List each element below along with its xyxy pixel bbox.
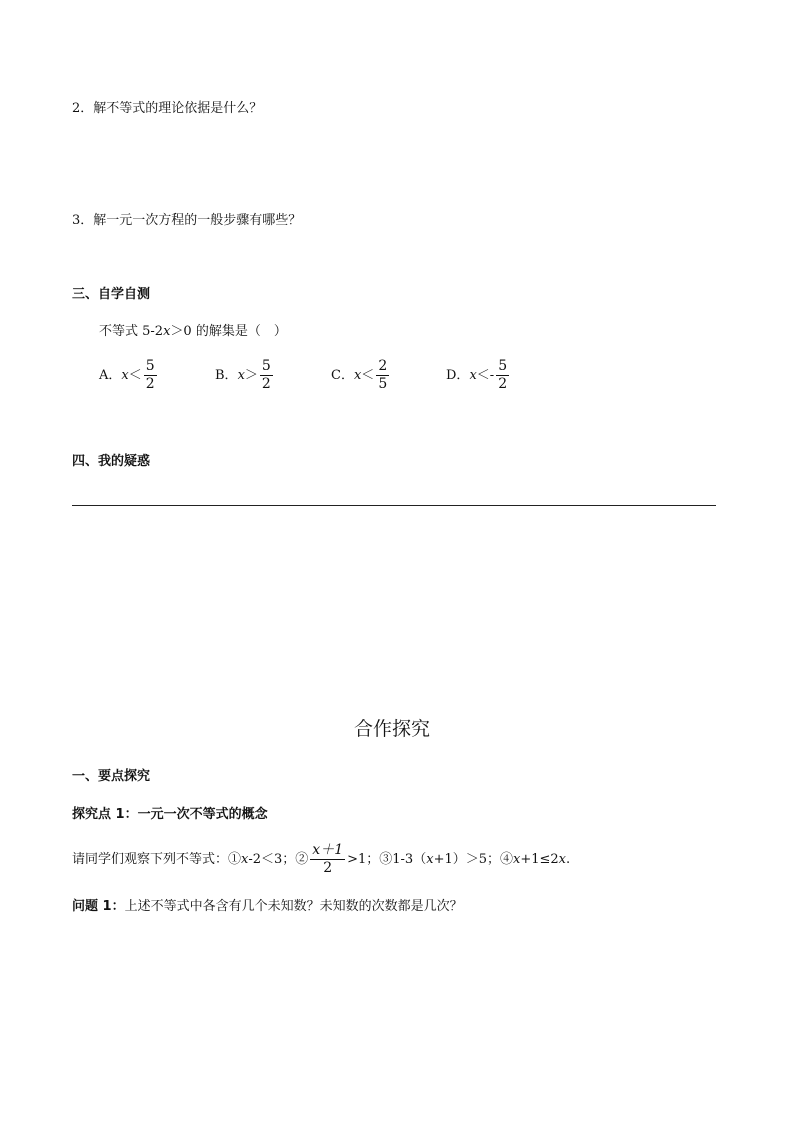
option-b [215,358,275,393]
text: . [566,852,571,867]
denominator: 2 [145,376,155,392]
stem-variable: x [163,324,171,339]
option-fraction [144,358,157,393]
question-3: 3．解一元一次方程的一般步骤有哪些？ [72,213,302,228]
text: +1≤2 [520,852,559,867]
stem-text: 不等式 5-2 [99,324,164,339]
option-relation: ＜- [476,368,495,383]
section-title-cooperation: 合作探究 [354,718,431,740]
option-fraction [496,358,509,393]
option-label: B． [215,368,238,383]
option-a [99,358,159,393]
stem-text-end: ＞0 的解集是（ ） [170,324,287,339]
option-relation: ＞ [244,368,258,383]
text: >1；③1-3（ [347,852,427,867]
denominator: 2 [261,376,271,392]
option-relation: ＜ [128,368,142,383]
option-variable: x [353,368,362,383]
explore-point-1: 探究点 1：一元一次不等式的概念 [72,807,268,822]
option-c [331,358,391,393]
observe-lead: 请同学们观察下列不等式：① [72,852,242,867]
numerator: 5 [498,358,508,374]
question-2: 2．解不等式的理论依据是什么？ [72,101,263,116]
answer-line [72,505,716,506]
text: +1）＞5；④ [433,852,513,867]
problem-text: 上述不等式中各含有几个未知数？未知数的次数都是几次？ [124,899,463,914]
denominator: 2 [323,860,333,876]
problem-1 [72,898,463,916]
variable: x [426,852,434,867]
option-variable: x [121,368,129,383]
option-relation: ＜ [361,368,375,383]
observe-inequalities [72,842,570,878]
option-label: D． [446,368,470,383]
section-heading-self-test: 三、自学自测 [72,287,151,302]
variable: x [558,852,567,867]
section-heading-doubts: 四、我的疑惑 [72,454,151,469]
problem-label: 问题 1： [72,899,125,914]
numerator: x＋1 [312,842,344,858]
section-heading-key-points: 一、要点探究 [72,769,151,784]
numerator: 5 [261,358,271,374]
numerator: 5 [145,358,155,374]
variable: x [241,852,249,867]
option-label: C． [331,368,354,383]
fraction [310,842,345,877]
option-variable: x [237,368,245,383]
text: -2＜3；② [248,852,309,867]
option-fraction [260,358,273,393]
denominator: 2 [498,376,508,392]
option-variable: x [469,368,477,383]
self-test-stem [99,323,287,341]
option-fraction [376,358,389,393]
numerator: 2 [378,358,388,374]
denominator: 5 [378,376,388,392]
variable: x [513,852,521,867]
option-label: A． [99,368,122,383]
option-d [446,358,511,393]
